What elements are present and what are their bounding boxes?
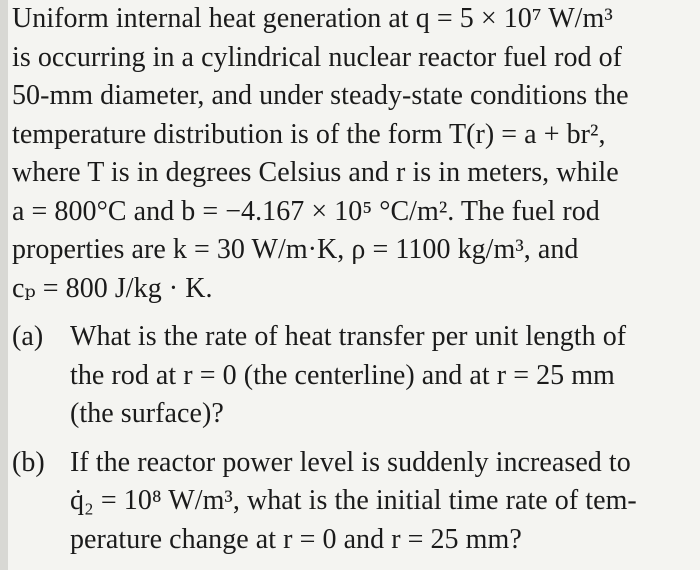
part-b-line-3: perature change at r = 0 and r = 25 mm?	[70, 523, 522, 555]
statement-line-7: properties are k = 30 W/m·K, ρ = 1100 kg/m³, and	[12, 234, 579, 265]
statement-line-2: is occurring in a cylindrical nuclear reactor fuel rod of	[12, 41, 623, 73]
statement-line-6: a = 800°C and b = −4.167 × 10⁵ °C/m². The fuel rod	[12, 195, 600, 227]
part-a-line-2: the rod at r = 0 (the centerline) and at r = 25 mm	[70, 359, 615, 391]
statement-line-4: temperature distribution is of the form T(r) = a + br²,	[12, 118, 606, 150]
statement-line-5: where T is in degrees Celsius and r is in meters, while	[12, 157, 619, 188]
part-b-line-2: q̇₂ = 10⁸ W/m³, what is the initial time rate of tem-	[70, 485, 637, 516]
part-b	[12, 444, 692, 560]
part-a	[12, 318, 692, 434]
part-a-line-3: (the surface)?	[70, 398, 224, 429]
statement-line-1: Uniform internal heat generation at q = 5 × 10⁷ W/m³	[12, 3, 613, 34]
part-b-label: (b)	[12, 446, 45, 478]
part-a-line-1: What is the rate of heat transfer per unit length of	[70, 321, 627, 352]
problem-text	[12, 0, 692, 559]
part-b-line-1: If the reactor power level is suddenly increased to	[70, 446, 631, 478]
page-left-edge	[0, 0, 8, 570]
statement-line-3: 50-mm diameter, and under steady-state conditions the	[12, 80, 629, 111]
part-a-label: (a)	[12, 321, 44, 352]
statement-line-8: cₚ = 800 J/kg · K.	[12, 272, 213, 304]
